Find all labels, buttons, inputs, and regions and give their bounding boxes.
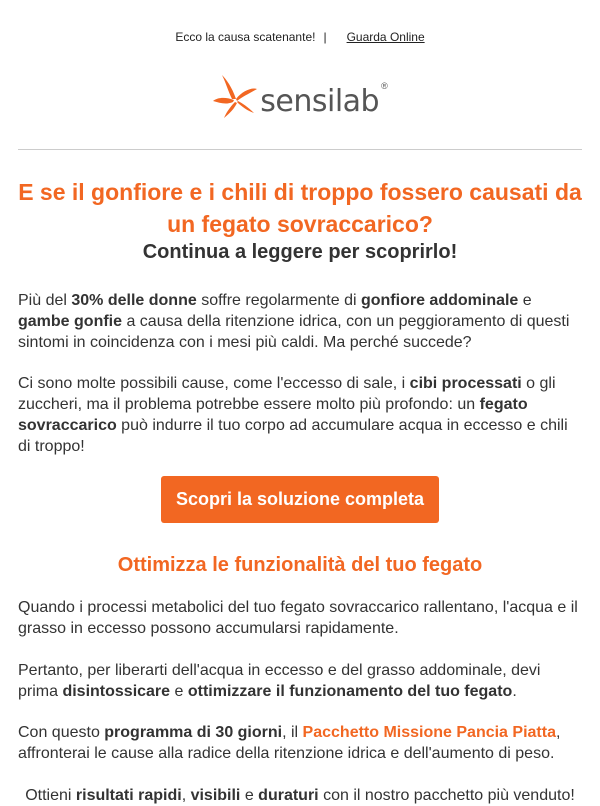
text-span: . [512, 683, 517, 700]
bold-span: visibili [190, 787, 241, 804]
paragraph-metabolism: Quando i processi metabolici del tuo fegato sovraccarico rallentano, l'acqua e il grasso in eccesso possono accumularsi rapidamente. [18, 599, 578, 637]
text-span: può indurre il tuo corpo ad accumulare acqua in eccesso e chili di troppo! [18, 417, 568, 455]
text-span: e [518, 292, 532, 309]
bold-span: programma di 30 giorni [104, 724, 283, 741]
paragraph-causes [18, 373, 582, 457]
text-span: con il nostro pacchetto più venduto! [318, 787, 575, 804]
program-link[interactable]: Pacchetto Missione Pancia Piatta [302, 724, 556, 741]
bold-span: fegato sovraccarico [18, 396, 528, 434]
preheader-bar [0, 30, 600, 44]
preheader-teaser: Ecco la causa scatenante! [175, 30, 316, 44]
bold-span: gambe gonfie [18, 313, 123, 330]
text-span: soffre regolarmente di [196, 292, 361, 309]
paragraph-results [18, 785, 582, 806]
bold-span: cibi processati [409, 375, 522, 392]
logo-wordmark: sensilab [260, 83, 380, 119]
registered-mark: ® [381, 81, 388, 91]
text-span: , il [282, 724, 303, 741]
preheader-separator: | [323, 30, 327, 44]
paragraph-program [18, 722, 582, 764]
header-divider [18, 149, 582, 150]
view-online-link[interactable]: Guarda Online [346, 30, 425, 44]
butterfly-icon [212, 73, 258, 119]
text-span: , affronterai le cause alla radice della ritenzione idrica e dell'aumento di peso. [18, 724, 561, 762]
text-span: a causa della ritenzione idrica, con un peggioramento di questi sintomi in coincidenza con i mesi più caldi. Ma perché succede? [18, 313, 570, 351]
bold-span: 30% delle donne [71, 292, 197, 309]
text-span: Pertanto, per liberarti dell'acqua in eccesso e del grasso addominale, devi prima [18, 662, 541, 700]
text-span: e [240, 787, 259, 804]
sensilab-logo[interactable] [0, 66, 600, 126]
section-title: Ottimizza le funzionalità del tuo fegato [117, 554, 483, 576]
text-span: Più del [18, 292, 72, 309]
text-span: , [181, 787, 191, 804]
bold-span: risultati rapidi [75, 787, 182, 804]
discover-solution-button[interactable]: Scopri la soluzione completa [161, 476, 439, 523]
paragraph-detox [18, 660, 582, 702]
text-span: Ottieni [25, 787, 76, 804]
text-span: o gli zuccheri, ma il problema potrebbe essere molto più profondo: un [18, 375, 556, 413]
hero-subtitle: Continua a leggere per scoprirlo! [142, 241, 458, 263]
bold-span: disintossicare [62, 683, 171, 700]
hero-title: E se il gonfiore e i chili di troppo fossero causati da un fegato sovraccarico? [18, 179, 582, 237]
text-span: Con questo [18, 724, 105, 741]
bold-span: gonfiore addominale [360, 292, 519, 309]
bold-span: duraturi [258, 787, 319, 804]
paragraph-intro [18, 290, 582, 353]
text-span: Ci sono molte possibili cause, come l'eccesso di sale, i [18, 375, 410, 392]
bold-span: ottimizzare il funzionamento del tuo fegato [187, 683, 513, 700]
text-span: e [170, 683, 188, 700]
